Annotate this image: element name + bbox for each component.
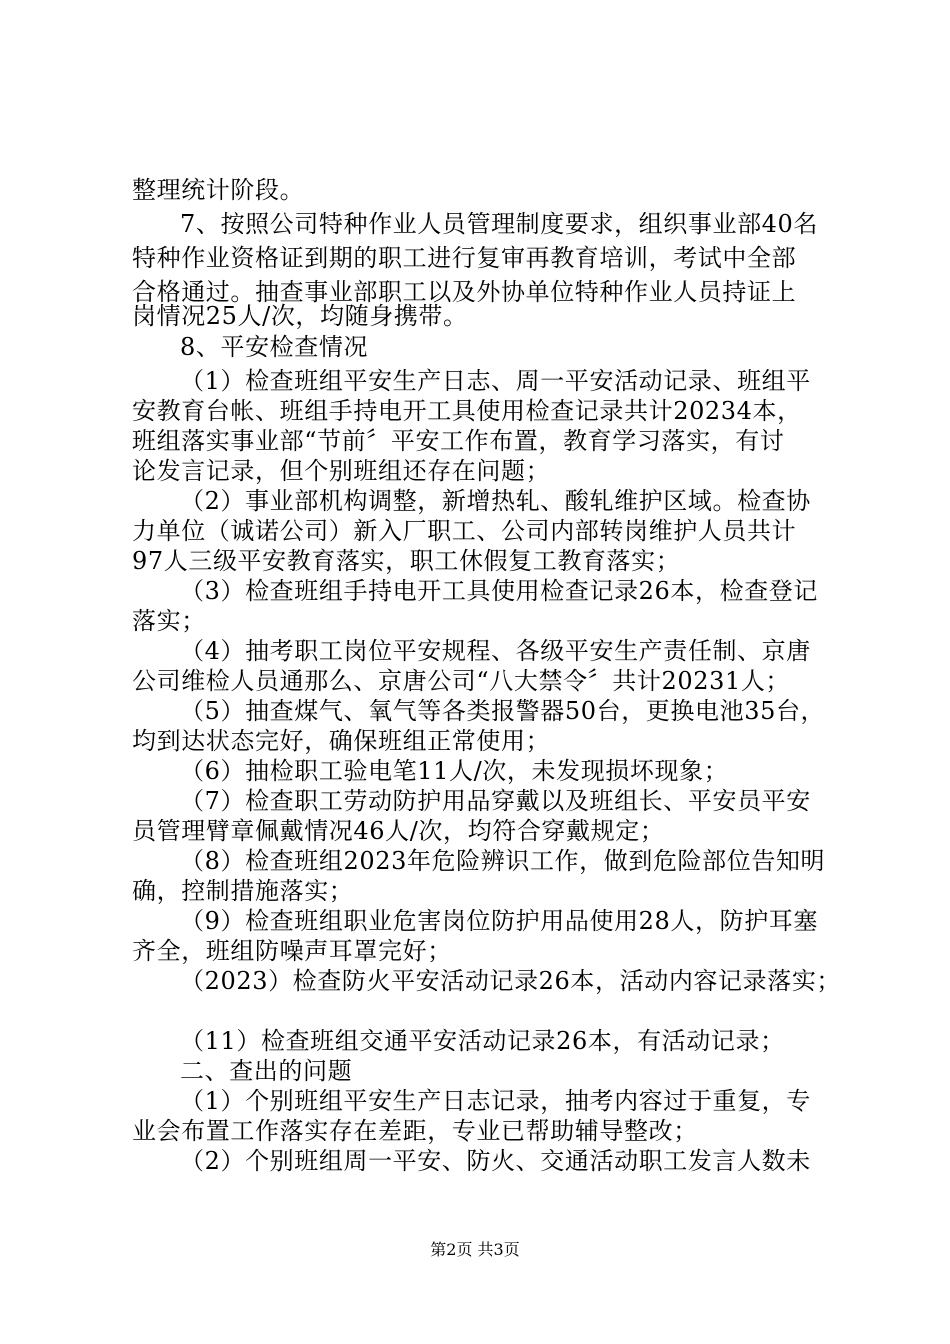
body-line: （6）抽检职工验电笔11人/次，未发现损坏现象； [180,757,729,785]
body-line: （9）检查班组职业危害岗位防护用品使用28人，防护耳塞 [180,907,819,935]
page-footer: 第2页 共3页 [430,1240,520,1259]
body-line: （11）检查班组交通平安活动记录26本，有活动记录； [180,1027,785,1055]
body-line: 落实； [132,607,206,635]
body-line: 97人三级平安教育落实，职工休假复工教育落实； [132,547,681,575]
body-line: 确，控制措施落实； [132,877,354,905]
body-line: 力单位（诚诺公司）新入厂职工、公司内部转岗维护人员共计 [132,517,797,545]
body-line: 8、平安检查情况 [180,333,369,361]
body-line: （1）个别班组平安生产日志记录，抽考内容过于重复，专 [180,1087,811,1115]
body-line: 班组落实事业部“节前〞平安工作布置，教育学习落实，有讨 [132,427,785,455]
body-line: （8）检查班组2023年危险辨识工作，做到危险部位告知明 [180,847,826,875]
body-line: 论发言记录，但个别班组还存在问题； [132,457,551,485]
body-line: 均到达状态完好，确保班组正常使用； [132,727,551,755]
body-line: （3）检查班组手持电开工具使用检查记录26本，检查登记 [180,577,819,605]
body-line: （4）抽考职工岗位平安规程、各级平安生产责任制、京唐 [180,637,811,665]
body-line: （2）事业部机构调整，新增热轧、酸轧维护区域。检查协 [180,487,811,515]
body-line: 整理统计阶段。 [132,176,305,204]
body-line: （2）个别班组周一平安、防火、交通活动职工发言人数未 [180,1147,811,1175]
body-line: 岗情况25人/次，均随身携带。 [132,302,468,330]
body-line: 安教育台帐、班组手持电开工具使用检查记录共计20234本， [132,397,802,425]
body-line: （1）检查班组平安生产日志、周一平安活动记录、班组平 [180,367,811,395]
body-line: 7、按照公司特种作业人员管理制度要求，组织事业部40名 [180,210,819,238]
body-line: 合格通过。抽查事业部职工以及外协单位特种作业人员持证上 [132,278,797,306]
section-heading: 二、查出的问题 [180,1057,353,1085]
body-line: 特种作业资格证到期的职工进行复审再教育培训，考试中全部 [132,244,797,272]
body-line: （5）抽查煤气、氧气等各类报警器50台，更换电池35台， [180,697,826,725]
body-line: （2023）检查防火平安活动记录26本，活动内容记录落实； [180,967,842,995]
body-line: 公司维检人员通那么、京唐公司“八大禁令〞共计20231人； [132,667,791,695]
body-line: 齐全，班组防噪声耳罩完好； [132,937,452,965]
body-line: （7）检查职工劳动防护用品穿戴以及班组长、平安员平安 [180,787,811,815]
body-line: 员管理臂章佩戴情况46人/次，均符合穿戴规定； [132,817,665,845]
body-line: 业会布置工作落实存在差距，专业已帮助辅导整改； [132,1117,698,1145]
